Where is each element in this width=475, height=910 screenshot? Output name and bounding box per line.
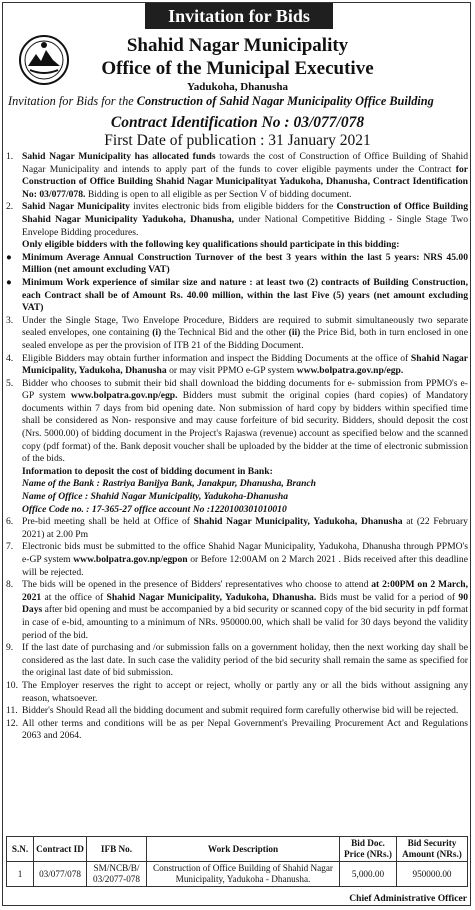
clause-3: 3. Under the Single Stage, Two Envelope Procedure, Bidders are required to submit simultaneously two separate sealed envelopes, one containing (i) the Technical Bid and the other (ii) the Price Bid, both in turn enclosed in one sealed envelope as per the provision of ITB 21 of the Bidding Document. [6,314,468,351]
table-row [7,862,468,887]
signature-line: Chief Administrative Officer [349,893,467,904]
clause-number: 7. [6,541,14,553]
bank-office-name: Name of Office : Shahid Nagar Municipality, Yadukoha-Dhanusha [22,491,289,503]
table-cell: 950000.00 [397,862,468,887]
qualification-bullet: ● Minimum Work experience of similar size and nature : at least two (2) contracts of Building Construction, each Contract shall be of Amount Rs. 40.00 million, within the last Five (5) years (net amount excluding VAT) [6,276,468,314]
office-address: Yadukoha, Dhanusha [187,81,288,93]
invitation-project: Construction of Sahid Nagar Municipality Office Building [136,94,434,108]
contract-identification: Contract Identification No : 03/077/078 [110,114,365,131]
clause-9: 9. If the last date of purchasing and /or submission falls on a government holiday, then the next working day shall be considered as the last date. In such case the validity period of the bid security shall remain the same as specified for the original last date of bid submission. [6,642,468,679]
clause-10: 10. The Employer reserves the right to accept or reject, wholly or partly any or all the bids without assigning any reason, whatsoever. [6,679,468,704]
table-cell: 03/077/078 [34,862,87,887]
table-cell: SM/NCB/B/ 03/2077-078 [87,862,147,887]
table-header: Contract ID [34,837,87,862]
clause-2: 2. Sahid Nagar Municipality invites electronic bids from eligible bidders for the Construction of Office Building Shahid Nagar Municipality Yadukoha, Dhanusha, under National Competitive Bidding - Single Stage Two Envelope Bidding procedures. [6,201,468,238]
clause-6: 6. Pre-bid meeting shall be held at Office of Shahid Nagar Municipality, Yadukoha, Dhanusha at (22 February 2021) at 2.00 Pm [6,516,468,540]
clause-number: 11. [6,705,18,717]
clause-number: 8. [6,579,14,591]
table-cell: Construction of Office Building of Shahid Nagar Municipality, Yadukoha - Dhanusha. [147,862,340,887]
clause-4: 4. Eligible Bidders may obtain further information and inspect the Bidding Documents at the office of Shahid Nagar Municipality, Yadukoha, Dhanusha or may visit PPMO e-GP system www.bolpatra.gov.np/egp. [6,352,469,377]
bid-summary-table [6,836,468,887]
clause-number: 1. [6,151,14,162]
clause-number: 6. [6,516,14,528]
clause-7: 7. Electronic bids must be submitted to the office Shahid Nagar Municipality, Yadukoha, Dhanusha through PPMO's e-GP system www.bolpatra.gov.np/egpon or Before 12:00AM on 2 March 2021 . Bids received after this deadline will be rejected. [6,541,468,578]
municipality-name: Shahid Nagar Municipality [126,35,349,56]
bank-name: Name of the Bank : Rastriya Banijya Bank, Janakpur, Dhanusha, Branch [22,478,317,490]
bullet-icon: ● [6,251,12,263]
bank-office-code: Office Code no. : 17-365-27 office account No :1220100301010010 [22,503,287,515]
clause-number: 10. [6,679,18,691]
invitation-prefix: Invitation for Bids for the [8,94,137,108]
qualification-bullet: ● Minimum Average Annual Construction Turnover of the best 3 years within the last 5 years: NRS 45.00 Million (net amount excluding VAT) [6,251,468,276]
clause-11: 11. Bidder's Should Read all the bidding document and submit required form carefully otherwise bid will be rejected. [6,705,459,717]
clause-5: 5. Bidder who chooses to submit their bid shall download the bidding documents for e- submission from PPMO's e-GP system www.bolpatra.gov.np/egp. Bidders must submit the original copies (hard copies) of Mandatory documents within 7 days from bid opening date. Non submission of hard copy by bidders within specified time shall be considered as Non- responsive and may cause forfeiture of bid security. Bidders, should deposit the cost (Nrs. 5000.00) of bidding document in the Project's Rajaswa (revenue) account as specified below and the scanned copy (pdf format) of the. Bank deposit voucher shall be uploaded by the bidder at the time of electronic submission of the bids. [6,377,468,465]
table-header-row [7,837,468,862]
table-cell: 1 [7,862,34,887]
clause-number: 4. [6,352,14,364]
clause-1: 1. Sahid Nagar Municipality has allocated funds towards the cost of Construction of Office Building of Shahid Nagar Municipality and intends to apply part of the funds to cover eligible payments under the Contract for Construction of Office Building Shahid Nagar Municipalityat Yadukoha, Dhanusha, Contract Identification No: 03/077/078. Bidding is open to all eligible as per Section V of bidding document. [6,151,468,200]
table-header: IFB No. [87,837,147,862]
table-header: S.N. [7,837,34,862]
table-header: Work Description [147,837,340,862]
table-cell: 5,000.00 [340,862,397,887]
clause-number: 9. [6,642,14,654]
qualification-heading: Only eligible bidders with the following key qualifications should participate in this bidding: [22,239,400,251]
clause-number: 3. [6,314,14,326]
clause-number: 2. [6,201,14,213]
invitation-line [8,94,470,109]
bullet-icon: ● [6,276,12,288]
office-name: Office of the Municipal Executive [101,58,374,79]
bank-info-heading: Information to deposit the cost of bidding document in Bank: [22,465,273,477]
banner-title: Invitation for Bids [145,3,333,29]
clause-number: 5. [6,377,14,389]
table-header: Bid Security Amount (NRs.) [397,837,468,862]
clause-12: 12. All other terms and conditions will be as per Nepal Government's Prevailing Procurement Act and Regulations 2063 and 2064. [6,717,468,742]
first-publication-date: First Date of publication : 31 January 2021 [104,132,371,149]
table-header: Bid Doc. Price (NRs.) [340,837,397,862]
clause-8: 8. The bids will be opened in the presence of Bidders' representatives who choose to attend at 2:00PM on 2 March, 2021 at the office of Shahid Nagar Municipality, Yadukoha, Dhanusha. Bids must be valid for a period of 90 Days after bid opening and must be accompanied by a bid security or scanned copy of the bid security in pdf format in case of e-bid, amounting to a minimum of NRs. 950000.00, which shall be valid for 30 days beyond the validity period of the bid. [6,579,469,641]
clause-number: 12. [6,717,18,729]
notice-body [6,151,468,743]
